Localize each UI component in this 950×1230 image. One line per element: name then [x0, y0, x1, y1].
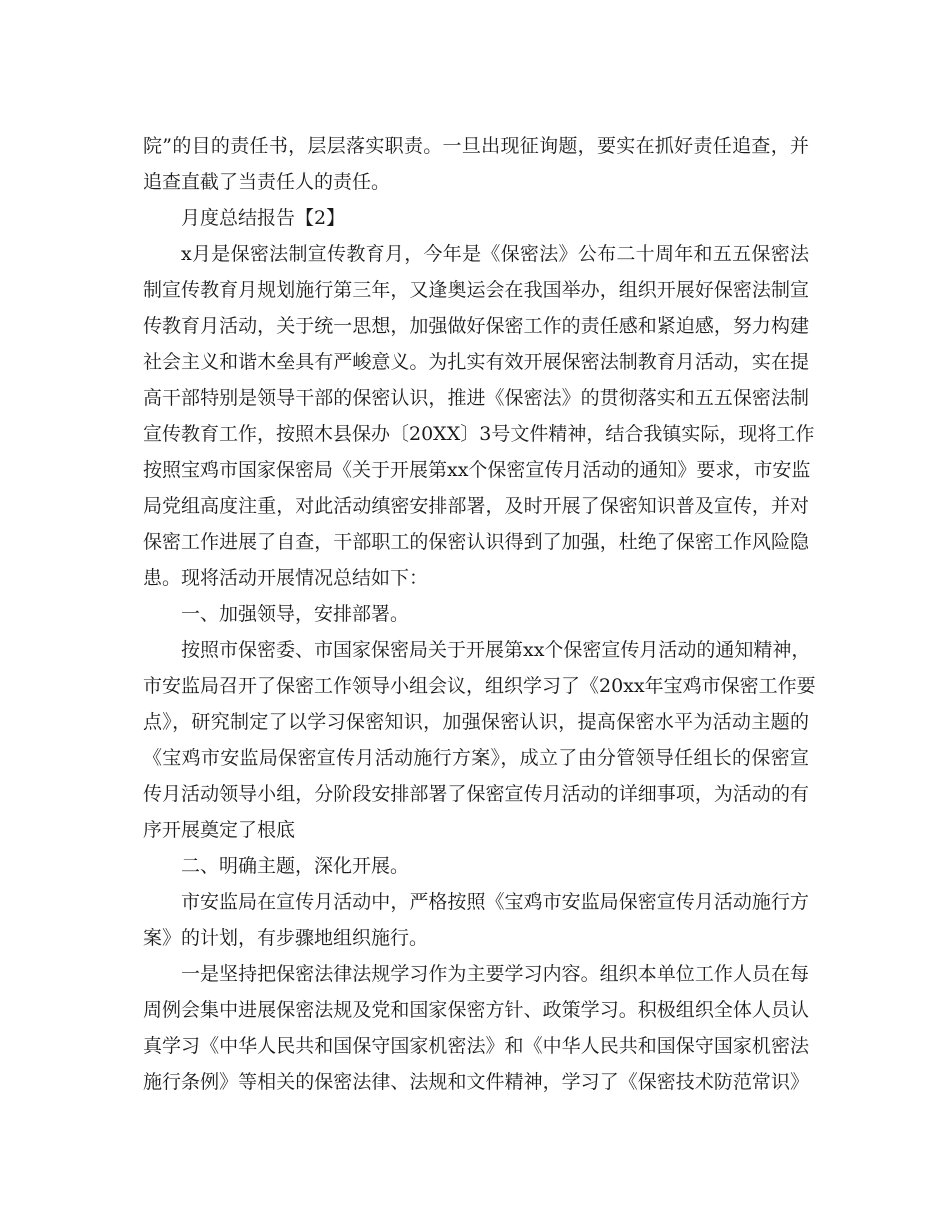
text-line: 高干部特别是领导干部的保密认识，推进《保密法》的贯彻落实和五五保密法制 — [143, 387, 809, 409]
text-line: 《宝鸡市安监局保密宣传月活动施行方案》，成立了由分管领导任组长的保密宣 — [143, 747, 809, 769]
text-line: 传月活动领导小组，分阶段安排部署了保密宣传月活动的详细事项，为活动的有 — [143, 783, 809, 805]
text-line: 制宣传教育月规划施行第三年，又逢奥运会在我国举办，组织开展好保密法制宣 — [143, 279, 809, 301]
text-line: 序开展奠定了根底 — [143, 819, 296, 841]
text-line: 一是坚持把保密法律法规学习作为主要学习内容。组织本单位工作人员在每 — [181, 963, 809, 985]
text-line: 按照市保密委、市国家保密局关于开展第xx个保密宣传月活动的通知精神， — [181, 639, 811, 661]
text-line: 追查直截了当责任人的责任。 — [143, 171, 391, 193]
text-line: 传教育月活动，关于统一思想，加强做好保密工作的责任感和紧迫感，努力构建 — [143, 315, 809, 337]
text-line: 院”的目的责任书，层层落实职责。一旦出现征询题，要实在抓好责任追查，并 — [143, 135, 809, 157]
text-line: 保密工作进展了自查，干部职工的保密认识得到了加强，杜绝了保密工作风险隐 — [143, 531, 809, 553]
text-line: 患。现将活动开展情况总结如下： — [143, 567, 429, 589]
text-line: 局党组高度注重，对此活动缜密安排部署，及时开展了保密知识普及宣传，并对 — [143, 495, 809, 517]
section-heading: 月度总结报告【2】 — [181, 207, 346, 229]
text-line: 社会主义和谐木垒具有严峻意义。为扎实有效开展保密法制教育月活动，实在提 — [143, 351, 809, 373]
section-heading: 一、加强领导，安排部署。 — [181, 603, 410, 625]
text-line: 点》，研究制定了以学习保密知识，加强保密认识，提高保密水平为活动主题的 — [143, 711, 809, 733]
text-line: 宣传教育工作，按照木县保办〔20XX〕3号文件精神，结合我镇实际，现将工作 — [143, 423, 815, 445]
text-line: 周例会集中进展保密法规及党和国家保密方针、政策学习。积极组织全体人员认 — [143, 999, 809, 1021]
text-line: 按照宝鸡市国家保密局《关于开展第xx个保密宣传月活动的通知》要求，市安监 — [143, 459, 811, 481]
text-line: 市安监局在宣传月活动中，严格按照《宝鸡市安监局保密宣传月活动施行方 — [181, 891, 809, 913]
text-line: 真学习《中华人民共和国保守国家机密法》和《中华人民共和国保守国家机密法 — [143, 1035, 809, 1057]
text-line: 市安监局召开了保密工作领导小组会议，组织学习了《20xx年宝鸡市保密工作要 — [143, 675, 816, 697]
document-body — [143, 128, 816, 1100]
text-line: x月是保密法制宣传教育月，今年是《保密法》公布二十周年和五五保密法 — [181, 243, 809, 265]
text-line: 案》的计划，有步骤地组织施行。 — [143, 927, 429, 949]
text-line: 施行条例》等相关的保密法律、法规和文件精神，学习了《保密技术防范常识》 — [143, 1071, 809, 1093]
section-heading: 二、明确主题，深化开展。 — [181, 855, 410, 877]
